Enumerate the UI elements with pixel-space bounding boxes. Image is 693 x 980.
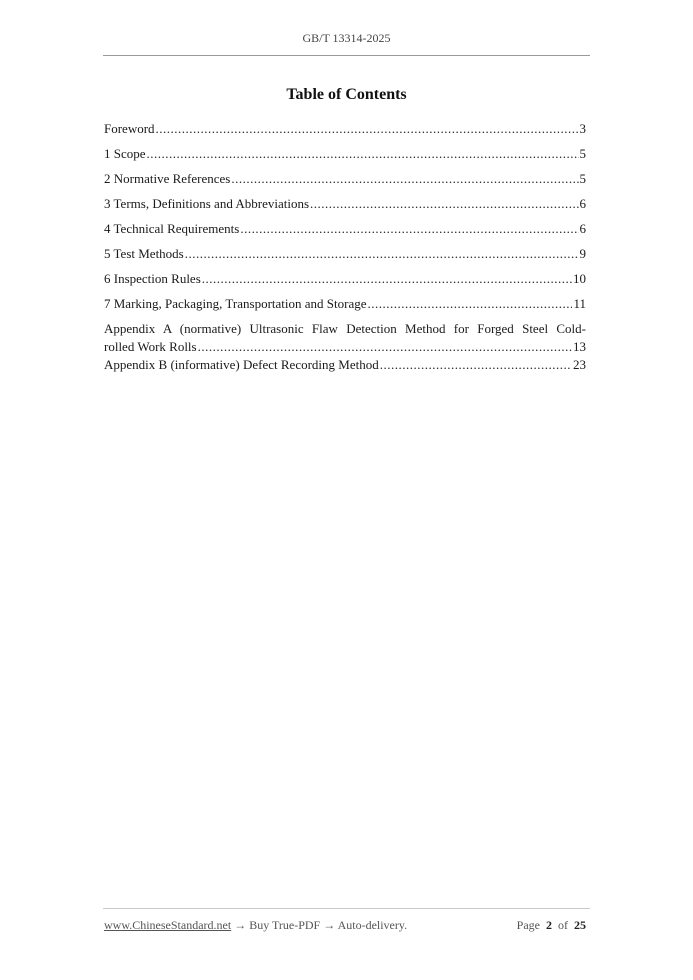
toc-entry-scope[interactable] [104,145,586,163]
dot-leader [380,356,572,374]
dot-leader [156,120,579,138]
running-header: GB/T 13314-2025 [302,31,391,45]
page-current: 2 [546,918,552,932]
toc-entry-label: 2 Normative References [104,171,231,186]
toc-entry-label-line2: rolled Work Rolls [104,339,197,354]
footer-left [104,918,407,933]
toc-entry-inspection-rules[interactable] [104,270,586,288]
toc-entry-appendix-b[interactable] [104,356,586,374]
toc-entry-test-methods[interactable] [104,245,586,263]
footer-rule [103,908,590,909]
toc-entry-page: 3 [579,121,586,136]
toc-entry-page: 5 [579,171,586,186]
dot-leader [198,338,572,356]
toc-entry-label: 7 Marking, Packaging, Transportation and Storage [104,296,367,311]
toc-entry-label-line1: Appendix A (normative) Ultrasonic Flaw Detection Method for Forged Steel Cold- [104,321,586,336]
toc-entry-page: 23 [573,357,586,372]
toc-entry-label: 6 Inspection Rules [104,271,201,286]
toc-entry-foreword[interactable] [104,120,586,138]
dot-leader [310,195,578,213]
dot-leader [231,170,578,188]
page-of: of [558,918,568,932]
toc-entry-label: Foreword [104,121,155,136]
toc-title: Table of Contents [286,86,407,103]
toc-entry-marking[interactable] [104,295,586,313]
dot-leader [368,295,573,313]
dot-leader [147,145,579,163]
toc-list [104,120,586,374]
toc-entry-page: 11 [573,296,586,311]
toc-entry-label: 1 Scope [104,146,146,161]
page-number [517,918,586,933]
toc-entry-appendix-a[interactable] [104,320,586,356]
page-footer [104,918,586,933]
toc-entry-label: 5 Test Methods [104,246,184,261]
toc-entry-page: 10 [573,271,586,286]
toc-entry-technical-requirements[interactable] [104,220,586,238]
toc-entry-page: 5 [579,146,586,161]
site-link[interactable]: www.ChineseStandard.net [104,918,232,932]
dot-leader [185,245,579,263]
toc-entry-page: 6 [579,196,586,211]
toc-entry-page: 9 [579,246,586,261]
toc-entry-label: 4 Technical Requirements [104,221,240,236]
footer-promo: → Buy True-PDF → Auto-delivery. [231,918,408,932]
page-total: 25 [574,918,586,932]
toc-entry-page: 13 [573,339,586,354]
header-rule [103,55,590,56]
dot-leader [202,270,572,288]
toc-entry-page: 6 [579,221,586,236]
toc-entry-label: 3 Terms, Definitions and Abbreviations [104,196,310,211]
page-prefix: Page [516,918,540,932]
dot-leader [240,220,578,238]
toc-entry-terms[interactable] [104,195,586,213]
toc-entry-label: Appendix B (informative) Defect Recording Method [104,357,379,372]
toc-entry-normative-references[interactable] [104,170,586,188]
